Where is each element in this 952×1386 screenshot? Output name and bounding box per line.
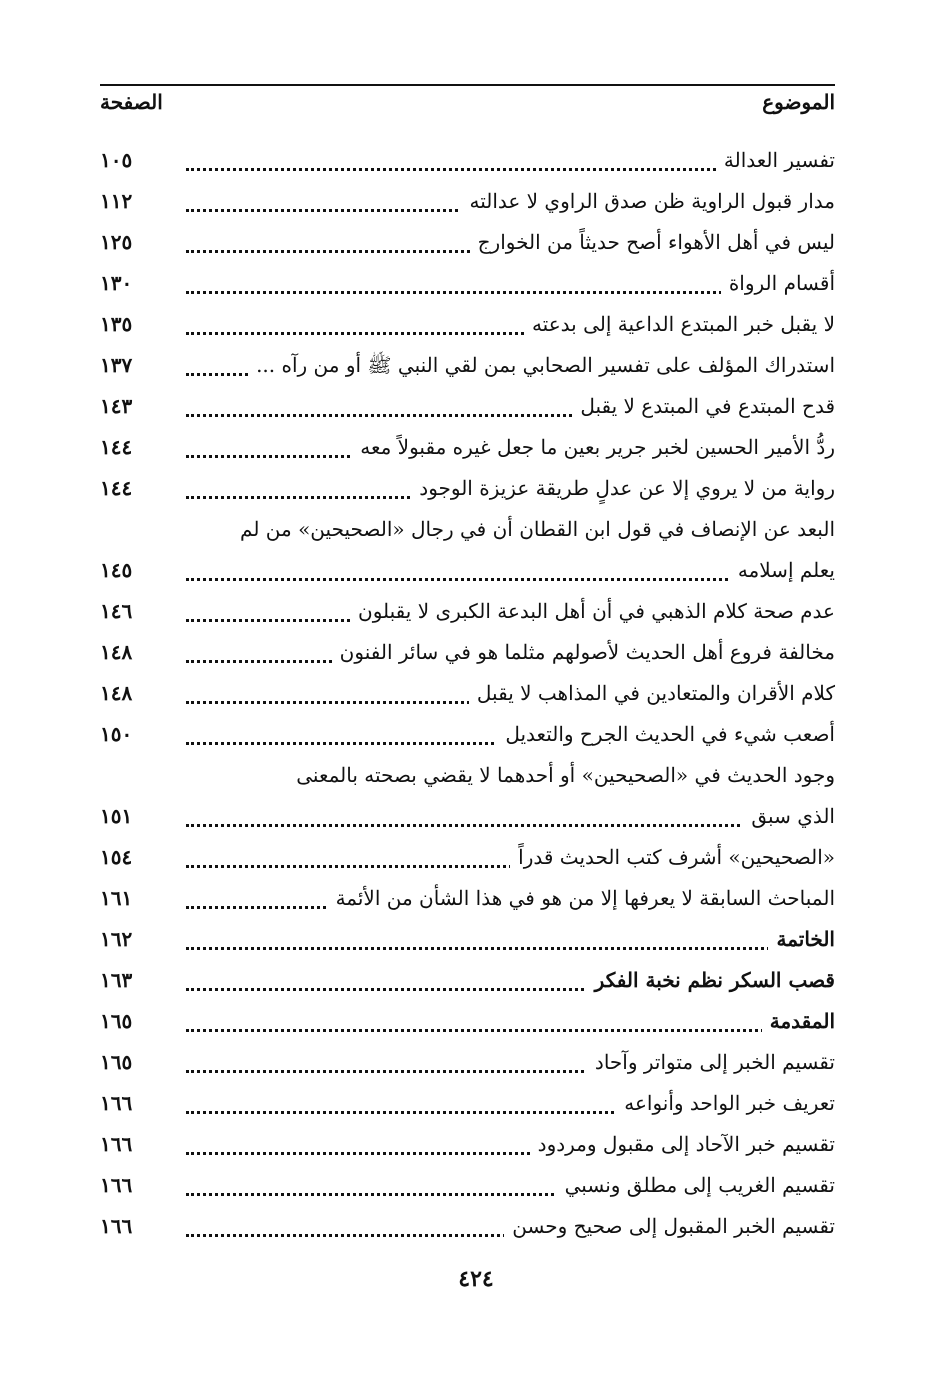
toc-row	[100, 632, 835, 673]
toc-row	[100, 509, 835, 550]
toc-row	[100, 1042, 835, 1083]
toc-row	[100, 140, 835, 181]
toc-row	[100, 345, 835, 386]
toc-entry-page: ١٦١	[100, 886, 133, 910]
toc-row	[100, 1165, 835, 1206]
header-title-label: الموضوع	[762, 90, 835, 114]
toc-entry-page: ١٣٥	[100, 312, 133, 336]
toc-row	[100, 755, 835, 796]
toc-entry-title: ردُّ الأمير الحسين لخبر جرير بعين ما جعل غيره مقبولاً معه	[352, 433, 835, 461]
table-of-contents	[100, 140, 835, 1247]
toc-entry-title: قصب السكر نظم نخبة الفكر	[587, 966, 835, 994]
toc-entry-title: يعلم إسلامه	[730, 556, 835, 584]
toc-entry-page: ١٦٥	[100, 1009, 133, 1033]
toc-entry-title: تفسير العدالة	[716, 146, 835, 174]
toc-row	[100, 386, 835, 427]
toc-row	[100, 1206, 835, 1247]
toc-row	[100, 304, 835, 345]
toc-entry-title: تقسيم الغريب إلى مطلق ونسبي	[557, 1171, 835, 1199]
toc-row	[100, 263, 835, 304]
toc-entry-page: ١٦٦	[100, 1214, 133, 1238]
page-number: ٤٢٤	[458, 1266, 494, 1292]
toc-entry-title: تقسيم خبر الآحاد إلى مقبول ومردود	[530, 1130, 835, 1158]
toc-entry-title: أقسام الرواة	[721, 269, 835, 297]
toc-entry-title: عدم صحة كلام الذهبي في أن أهل البدعة الكبرى لا يقبلون	[350, 597, 835, 625]
top-rule	[100, 84, 835, 86]
toc-entry-page: ١٦٢	[100, 927, 133, 951]
toc-entry-title: تعريف خبر الواحد وأنواعه	[616, 1089, 835, 1117]
header-page-label: الصفحة	[100, 90, 163, 114]
toc-entry-page: ١٢٥	[100, 230, 133, 254]
toc-entry-title: البعد عن الإنصاف في قول ابن القطان أن في رجال «الصحيحين» من لم	[100, 515, 835, 543]
toc-row	[100, 181, 835, 222]
toc-row	[100, 878, 835, 919]
toc-entry-title: الخاتمة	[768, 925, 835, 953]
toc-row	[100, 1083, 835, 1124]
toc-row	[100, 796, 835, 837]
toc-row	[100, 222, 835, 263]
toc-row	[100, 837, 835, 878]
toc-row	[100, 714, 835, 755]
toc-entry-page: ١٦٦	[100, 1173, 133, 1197]
toc-entry-page: ١٥٤	[100, 845, 133, 869]
toc-entry-title: مدار قبول الراوية ظن صدق الراوي لا عدالته	[461, 187, 835, 215]
leader-dots	[186, 947, 835, 950]
toc-entry-title: وجود الحديث في «الصحيحين» أو أحدهما لا يقضي بصحته بالمعنى	[100, 761, 835, 789]
toc-entry-page: ١١٢	[100, 189, 133, 213]
toc-row	[100, 1124, 835, 1165]
toc-entry-page: ١٤٣	[100, 394, 133, 418]
toc-entry-title: المباحث السابقة لا يعرفها إلا من هو في هذا الشأن من الأئمة	[328, 884, 835, 912]
toc-entry-title: أصعب شيء في الحديث الجرح والتعديل	[497, 720, 835, 748]
toc-entry-title: تقسيم الخبر المقبول إلى صحيح وحسن	[504, 1212, 835, 1240]
toc-row	[100, 591, 835, 632]
toc-row	[100, 673, 835, 714]
toc-entry-page: ١٤٨	[100, 681, 133, 705]
toc-row	[100, 919, 835, 960]
toc-entry-page: ١٥١	[100, 804, 133, 828]
toc-entry-title: لا يقبل خبر المبتدع الداعية إلى بدعته	[524, 310, 835, 338]
toc-entry-page: ١٣٠	[100, 271, 133, 295]
toc-entry-title: قدح المبتدع في المبتدع لا يقبل	[572, 392, 835, 420]
toc-row	[100, 427, 835, 468]
toc-entry-title: المقدمة	[762, 1007, 835, 1035]
leader-dots	[186, 1029, 835, 1032]
toc-entry-page: ١٦٣	[100, 968, 133, 992]
toc-entry-title: كلام الأقران والمتعادين في المذاهب لا يقبل	[469, 679, 835, 707]
toc-row	[100, 960, 835, 1001]
toc-entry-title: «الصحيحين» أشرف كتب الحديث قدراً	[510, 843, 835, 871]
toc-entry-title: الذي سبق	[743, 802, 835, 830]
toc-entry-page: ١٣٧	[100, 353, 133, 377]
toc-row	[100, 468, 835, 509]
toc-entry-page: ١٤٨	[100, 640, 133, 664]
toc-entry-title: تقسيم الخبر إلى متواتر وآحاد	[587, 1048, 835, 1076]
toc-entry-page: ١٤٤	[100, 476, 133, 500]
toc-entry-title: رواية من لا يروي إلا عن عدلٍ طريقة عزيزة الوجود	[411, 474, 835, 502]
toc-entry-page: ١٤٥	[100, 558, 133, 582]
toc-entry-page: ١٦٦	[100, 1091, 133, 1115]
toc-row	[100, 550, 835, 591]
toc-entry-page: ١٤٤	[100, 435, 133, 459]
toc-row	[100, 1001, 835, 1042]
toc-entry-page: ١٦٥	[100, 1050, 133, 1074]
toc-entry-page: ١٥٠	[100, 722, 133, 746]
toc-entry-page: ١٠٥	[100, 148, 133, 172]
toc-entry-page: ١٤٦	[100, 599, 133, 623]
toc-entry-title: استدراك المؤلف على تفسير الصحابي بمن لقي النبي ﷺ أو من رآه ...	[248, 351, 835, 379]
leader-dots	[186, 824, 835, 827]
toc-entry-title: مخالفة فروع أهل الحديث لأصولهم مثلما هو في سائر الفنون	[332, 638, 835, 666]
toc-entry-title: ليس في أهل الأهواء أصح حديثاً من الخوارج	[470, 228, 835, 256]
toc-header	[100, 90, 835, 130]
toc-entry-page: ١٦٦	[100, 1132, 133, 1156]
